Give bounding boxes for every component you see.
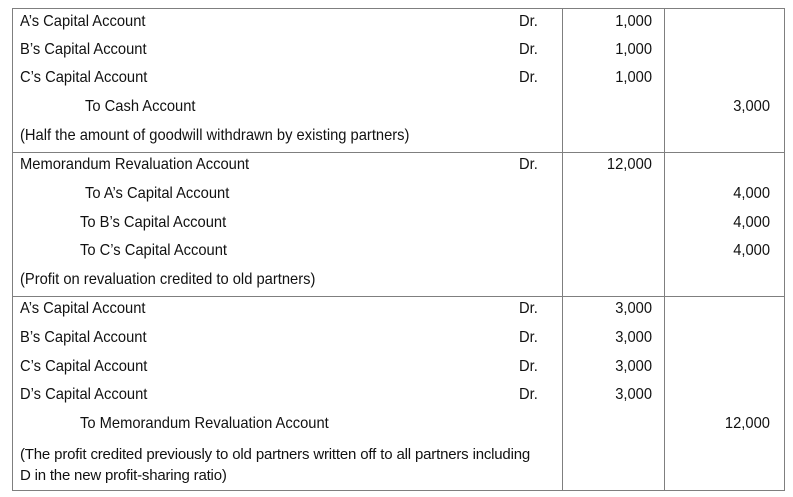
journal-entries-table <box>12 8 785 491</box>
particular: B’s Capital Account <box>20 329 147 346</box>
particular-credit: To B’s Capital Account <box>80 214 227 231</box>
left-border <box>12 8 13 491</box>
debit-amount: 12,000 <box>606 156 652 173</box>
dr-label: Dr. <box>519 300 538 317</box>
particular-credit: To Cash Account <box>85 98 196 115</box>
entry-divider <box>12 296 785 297</box>
credit-amount: 4,000 <box>733 214 770 231</box>
dr-label: Dr. <box>519 329 538 346</box>
dr-label: Dr. <box>519 386 538 403</box>
particular: C’s Capital Account <box>20 69 148 86</box>
dr-label: Dr. <box>519 41 538 58</box>
particular: A’s Capital Account <box>20 13 146 30</box>
particular-credit: To A’s Capital Account <box>85 185 230 202</box>
particular: D’s Capital Account <box>20 386 148 403</box>
particular: A’s Capital Account <box>20 300 146 317</box>
debit-amount: 1,000 <box>615 13 652 30</box>
dr-label: Dr. <box>519 69 538 86</box>
debit-column-border <box>562 8 563 491</box>
debit-amount: 3,000 <box>615 329 652 346</box>
credit-amount: 4,000 <box>733 242 770 259</box>
debit-amount: 3,000 <box>615 300 652 317</box>
particular: C’s Capital Account <box>20 358 148 375</box>
debit-amount: 1,000 <box>615 41 652 58</box>
narration: (Half the amount of goodwill withdrawn by existing partners) <box>20 127 410 144</box>
bottom-border <box>12 490 785 491</box>
particular-credit: To Memorandum Revaluation Account <box>80 415 329 432</box>
credit-amount: 3,000 <box>733 98 770 115</box>
dr-label: Dr. <box>519 358 538 375</box>
credit-amount: 4,000 <box>733 185 770 202</box>
credit-column-border <box>664 8 665 491</box>
right-border <box>784 8 785 491</box>
dr-label: Dr. <box>519 156 538 173</box>
credit-amount: 12,000 <box>724 415 770 432</box>
entry-divider <box>12 152 785 153</box>
particular-credit: To C’s Capital Account <box>80 242 228 259</box>
debit-amount: 3,000 <box>615 358 652 375</box>
debit-amount: 3,000 <box>615 386 652 403</box>
narration: (The profit credited previously to old partners written off to all partners including D in the new profit-sharing ratio) <box>20 446 530 484</box>
top-border <box>12 8 785 9</box>
particular: B’s Capital Account <box>20 41 147 58</box>
particular: Memorandum Revaluation Account <box>20 156 250 173</box>
dr-label: Dr. <box>519 13 538 30</box>
narration: (Profit on revaluation credited to old partners) <box>20 271 316 288</box>
debit-amount: 1,000 <box>615 69 652 86</box>
